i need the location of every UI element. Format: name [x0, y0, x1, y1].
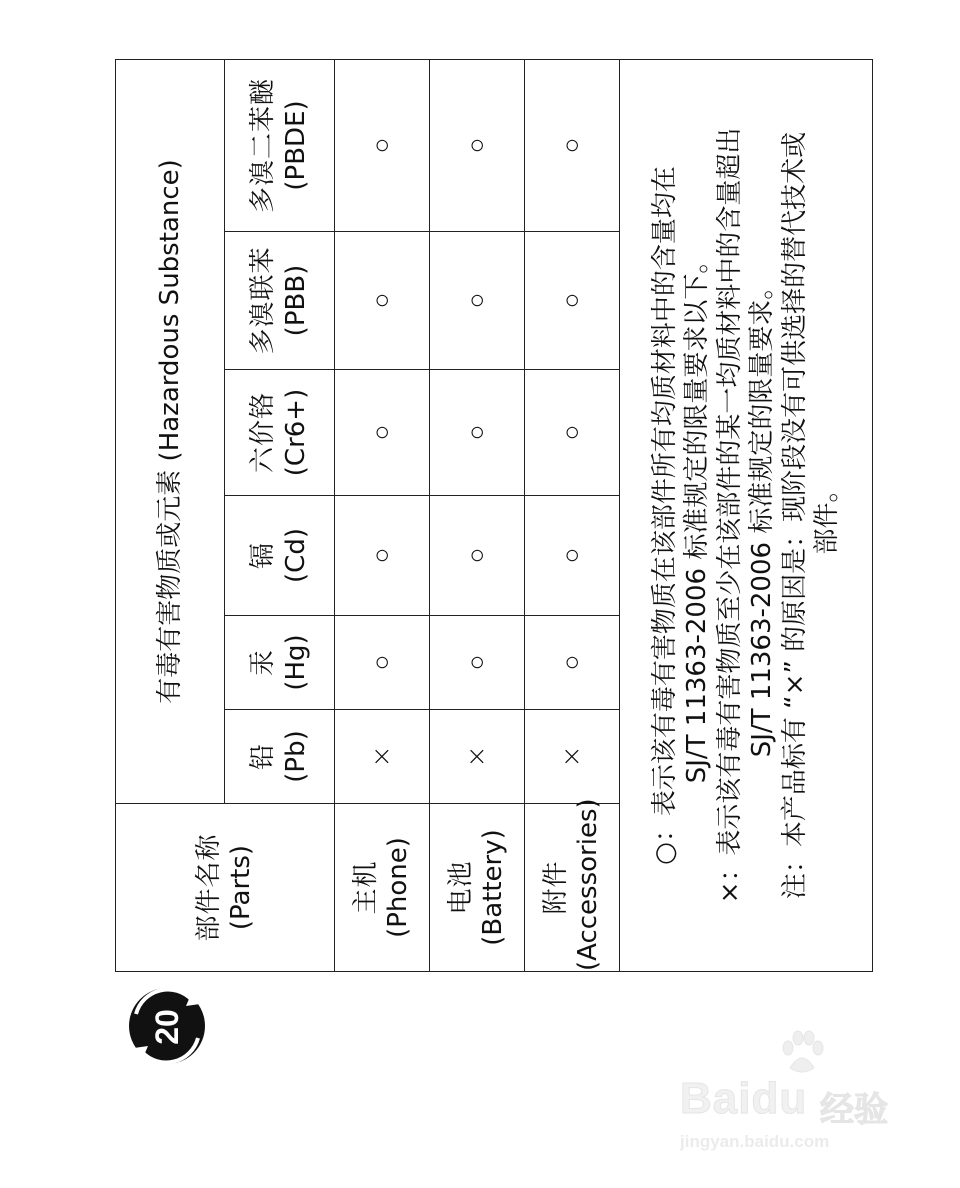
mark-cell: ○	[525, 59, 620, 231]
mark-cell: ○	[525, 496, 620, 616]
table-row	[335, 59, 430, 971]
part-name-phone: 主机 (Phone)	[335, 804, 430, 972]
mark-cell: ×	[525, 710, 620, 804]
watermark-brand-cn: 经验	[820, 1090, 888, 1130]
mark-cell: ○	[525, 616, 620, 710]
table-row	[525, 59, 620, 971]
mark-cell: ○	[335, 232, 430, 370]
watermark-url: jingyan.baidu.com	[680, 1132, 830, 1151]
hazardous-substance-table	[115, 59, 873, 972]
mark-cell: ○	[335, 59, 430, 231]
note-circle-line2: SJ/T 11363-2006 标准规定的限量要求以下。	[682, 247, 712, 784]
epup-recycle-icon	[126, 984, 208, 1068]
note-remark-line2: 部件。	[812, 476, 842, 555]
parts-header: 部件名称 (Parts)	[116, 804, 335, 972]
substance-header-pbb: 多溴联苯 (PBB)	[225, 232, 335, 370]
note-circle-line1: ○：表示该有毒有害物质在该部件所有均质材料中的含量均在	[649, 166, 680, 865]
note-cross-line1: ×：表示该有毒有害物质至少在该部件的某一均质材料中的含量超出	[714, 127, 745, 904]
mark-cell: ×	[335, 710, 430, 804]
mark-cell: ○	[430, 232, 525, 370]
mark-cell: ×	[430, 710, 525, 804]
mark-cell: ○	[430, 59, 525, 231]
mark-cell: ○	[335, 370, 430, 496]
substance-header-pb: 铅 (Pb)	[225, 710, 335, 804]
mark-cell: ○	[525, 370, 620, 496]
mark-cell: ○	[335, 616, 430, 710]
table-row	[430, 59, 525, 971]
baidu-watermark	[680, 1030, 910, 1160]
mark-cell: ○	[430, 496, 525, 616]
part-name-battery: 电池 (Battery)	[430, 804, 525, 972]
hazard-header: 有毒有害物质或元素 (Hazardous Substance)	[116, 59, 225, 803]
part-name-accessories: 附件 (Accessories)	[525, 804, 620, 972]
substance-header-cd: 镉 (Cd)	[225, 496, 335, 616]
notes-section	[620, 59, 873, 971]
note-cross-line2: SJ/T 11363-2006 标准规定的限量要求。	[747, 273, 777, 758]
mark-cell: ○	[525, 232, 620, 370]
note-remark-line1: 注：本产品标有 “×” 的原因是：现阶段没有可供选择的替代技术或	[779, 131, 810, 900]
mark-cell: ○	[430, 616, 525, 710]
watermark-brand: Baidu	[680, 1074, 808, 1123]
mark-cell: ○	[430, 370, 525, 496]
rotated-document	[115, 60, 842, 972]
substance-header-pbde: 多溴二苯醚 (PBDE)	[225, 59, 335, 231]
substance-header-cr6: 六价铬 (Cr6+)	[225, 370, 335, 496]
substance-header-hg: 汞 (Hg)	[225, 616, 335, 710]
baidu-paw-icon	[778, 1030, 826, 1076]
mark-cell: ○	[335, 496, 430, 616]
logo-number: 20	[149, 1009, 185, 1045]
